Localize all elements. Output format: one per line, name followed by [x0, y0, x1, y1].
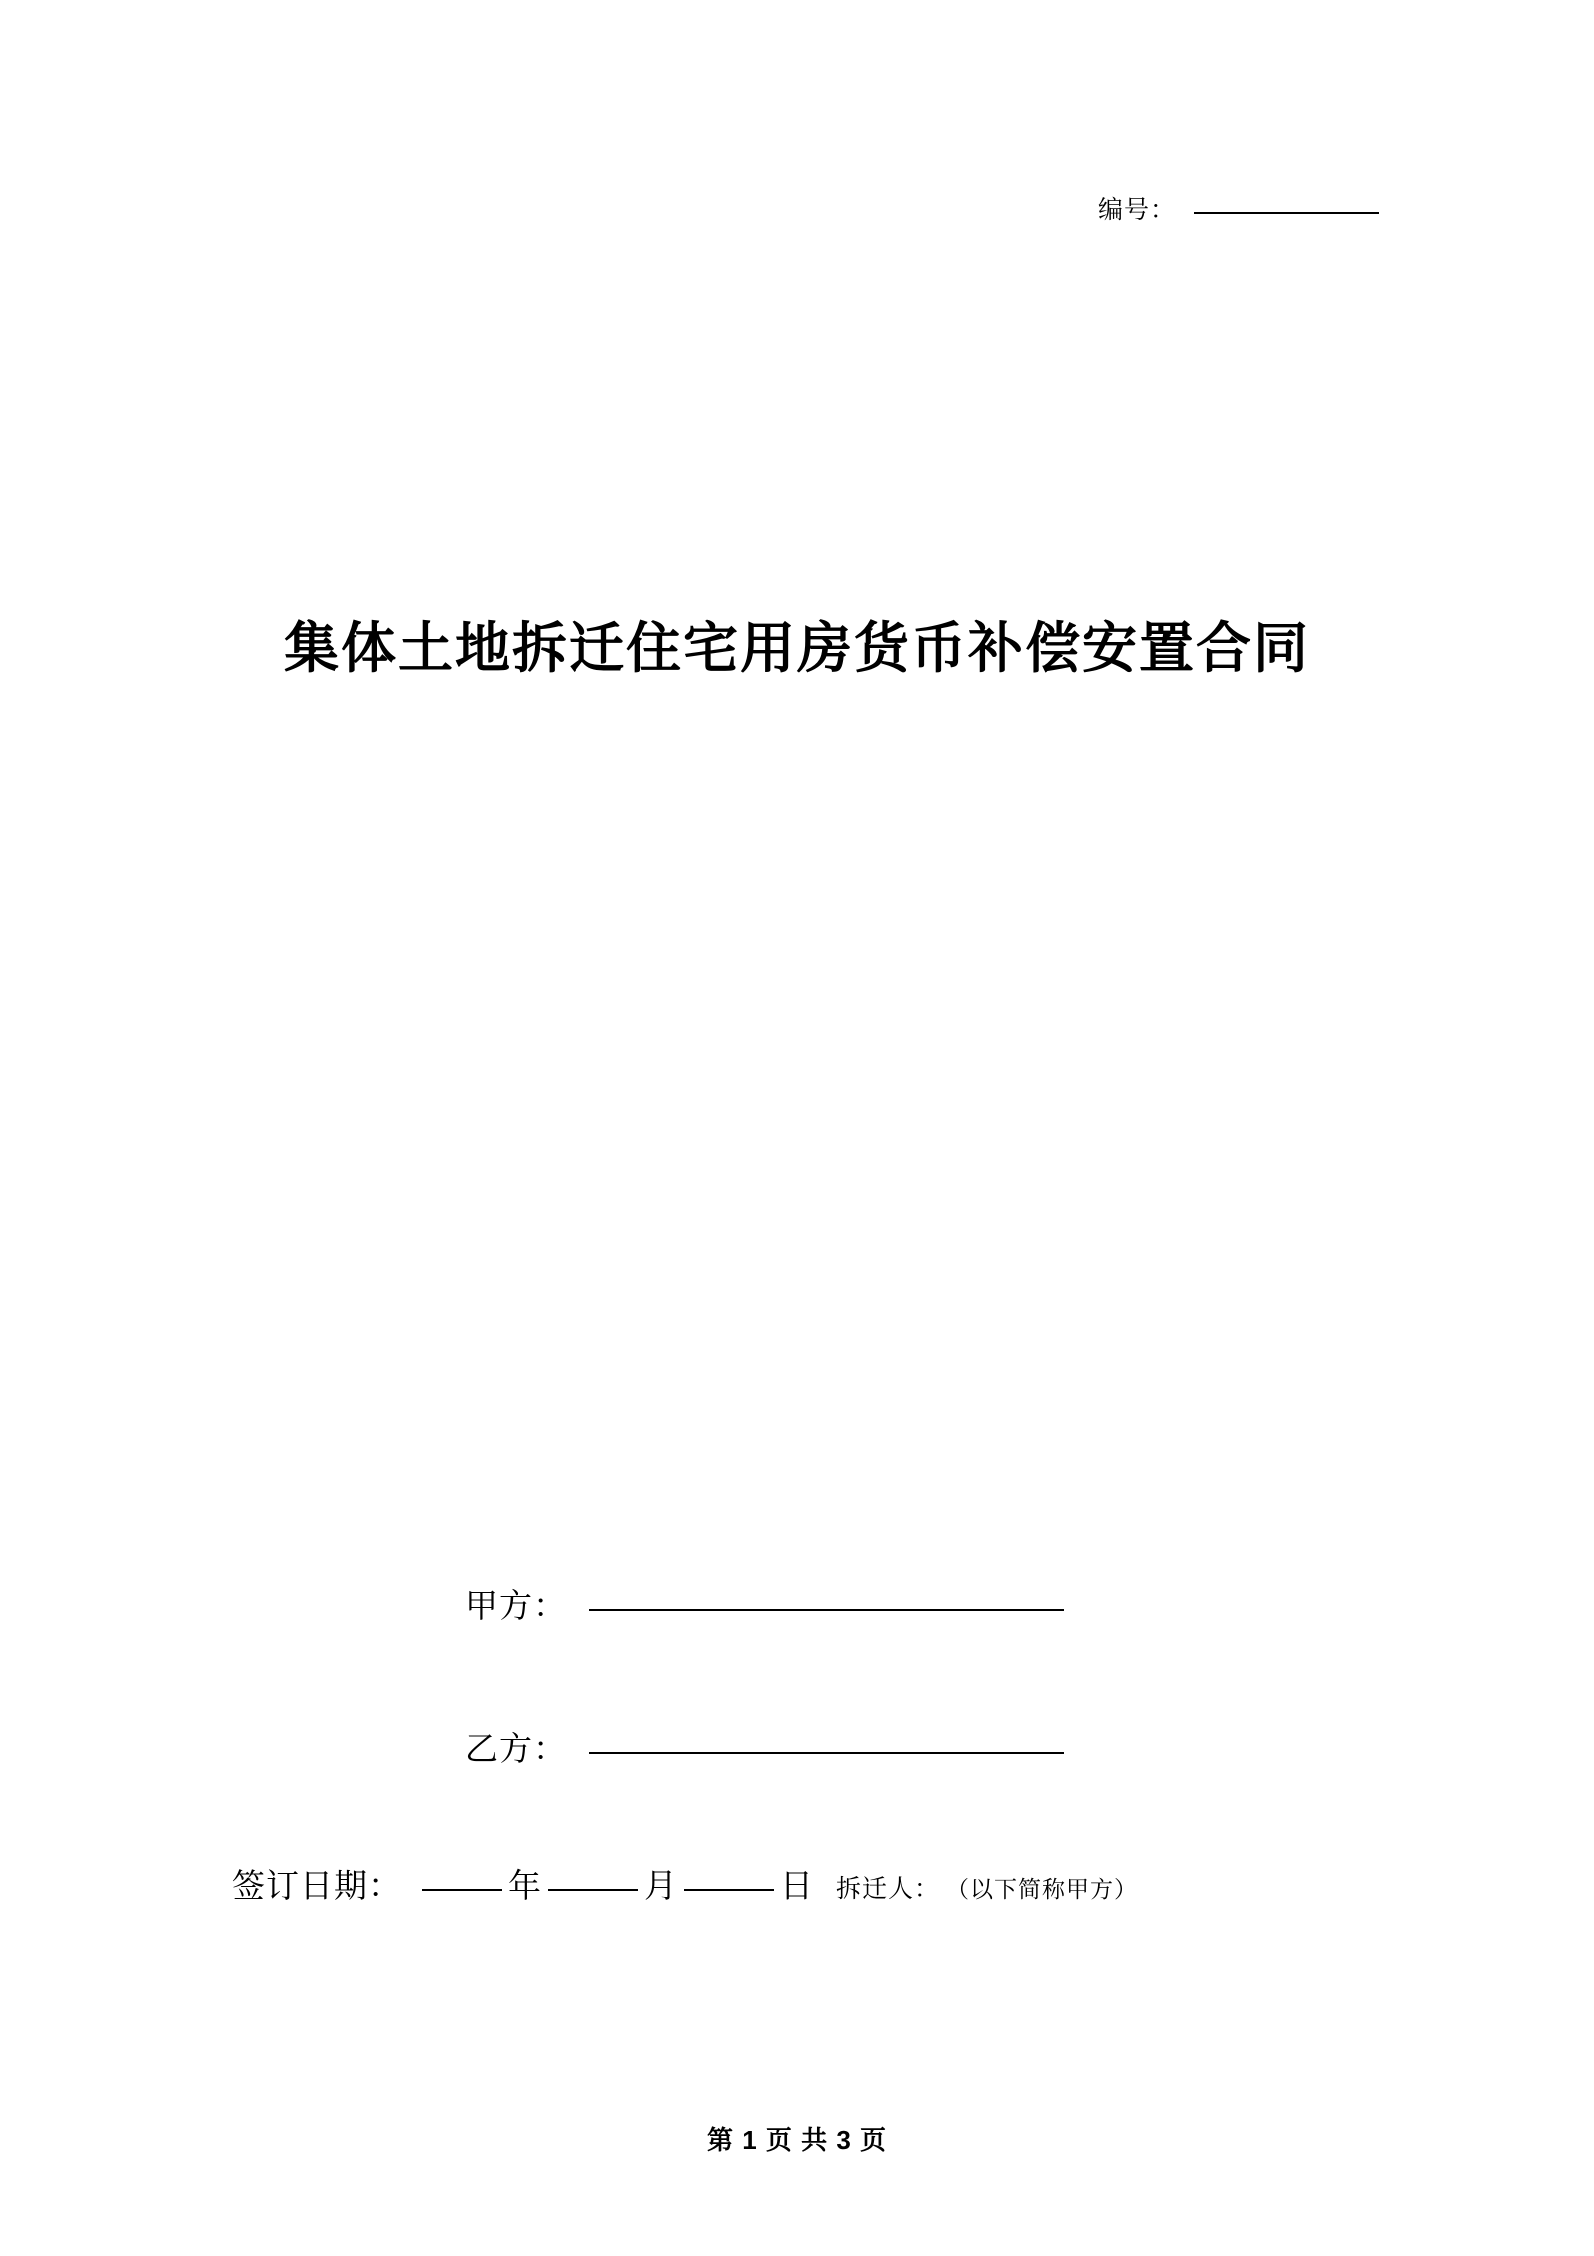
- party-a-blank: [589, 1608, 1064, 1611]
- document-number-field: [1098, 190, 1379, 226]
- demolisher-aka: （以下简称甲方）: [946, 1876, 1139, 1902]
- party-b-label: 乙方：: [465, 1730, 567, 1767]
- document-number-label: 编号：: [1097, 196, 1176, 224]
- signing-date-row: [0, 1860, 1594, 1907]
- party-b-blank: [589, 1751, 1064, 1754]
- party-a-label: 甲方：: [465, 1587, 567, 1624]
- demolisher-label: 拆迁人：: [836, 1875, 941, 1903]
- signing-year-unit: 年: [508, 1867, 542, 1904]
- signing-year-blank: [422, 1888, 502, 1891]
- signing-date-label: 签订日期：: [232, 1867, 402, 1904]
- page-title: 集体土地拆迁住宅用房货币补偿安置合同: [283, 617, 1310, 679]
- page-footer: 第 1 页 共 3 页: [706, 2125, 888, 2155]
- document-number-blank: [1194, 211, 1379, 214]
- party-row-a: [0, 1580, 1594, 1627]
- signing-day-blank: [684, 1888, 774, 1891]
- parties-block: [0, 1580, 1594, 1866]
- signing-day-unit: 日: [780, 1867, 814, 1904]
- party-row-b: [0, 1723, 1594, 1770]
- signing-month-blank: [548, 1888, 638, 1891]
- signing-month-unit: 月: [644, 1867, 678, 1904]
